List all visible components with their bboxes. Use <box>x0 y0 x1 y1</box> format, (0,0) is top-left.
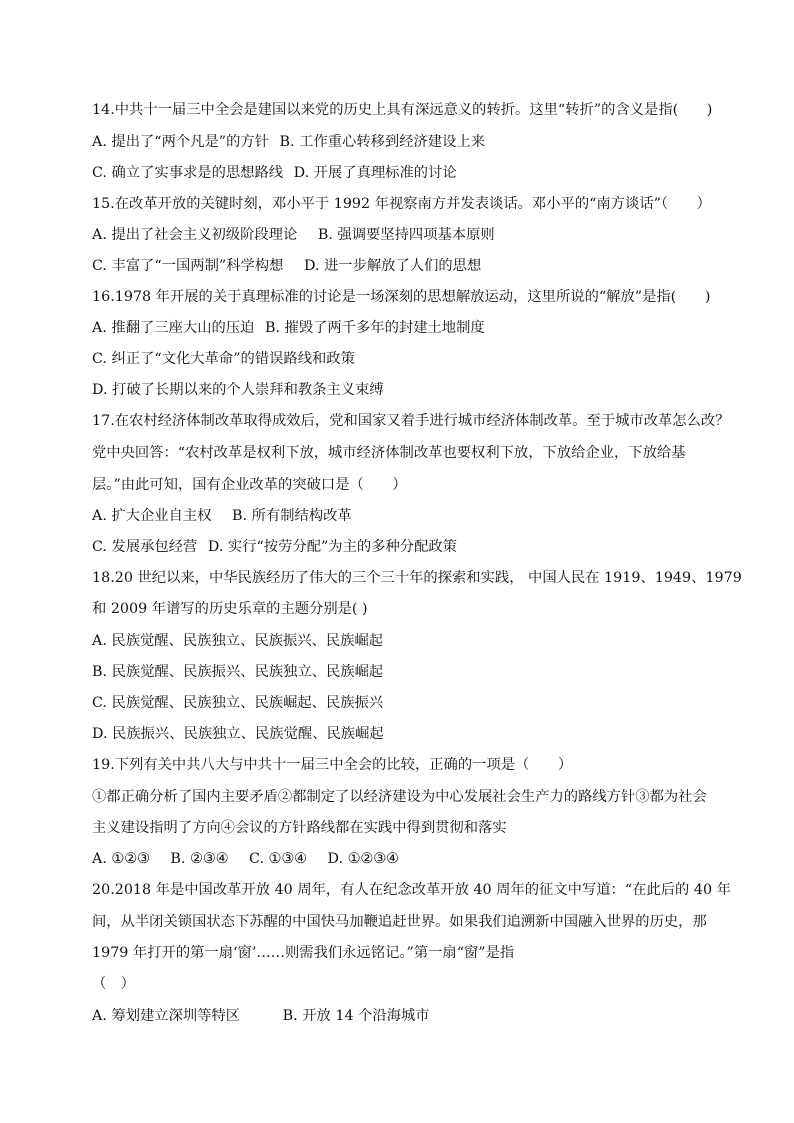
question-17-options-ab <box>92 507 704 525</box>
question-17-stem-line-2: 党中央回答：“农村改革是权利下放，城市经济体制改革也要权利下放，下放给企业，下放给基 <box>92 445 686 461</box>
question-20-stem-line-3: 1979 年打开的第一扇‘窗’……则需我们永远铭记。”第一扇“窗”是指 <box>92 945 515 961</box>
question-16-option-d: D. 打破了长期以来的个人崇拜和教条主义束缚 <box>92 382 384 398</box>
question-20-stem-line-4: （ ） <box>92 976 135 992</box>
question-15-options-cd <box>92 257 704 275</box>
question-15-options-ab <box>92 226 704 244</box>
question-19-stem: 19.下列有关中共八大与中共十一届三中全会的比较，正确的一项是（ ） <box>92 757 573 773</box>
question-19-option-a: A. ①②③ <box>92 851 150 867</box>
question-16-options-ab <box>92 319 704 337</box>
question-18-stem-line-2: 和 2009 年谱写的历史乐章的主题分别是( ) <box>92 601 368 617</box>
question-17-option-b: B. 所有制结构改革 <box>232 508 352 524</box>
question-16-stem: 16.1978 年开展的关于真理标准的讨论是一场深刻的思想解放运动，这里所说的“解放”是指( ) <box>92 289 711 305</box>
question-18-option-d: D. 民族振兴、民族独立、民族觉醒、民族崛起 <box>92 726 384 742</box>
question-14-stem: 14.中共十一届三中全会是建国以来党的历史上具有深远意义的转折。这里“转折”的含义是指( ) <box>92 102 713 118</box>
question-20-options-ab <box>92 1007 704 1025</box>
question-20-stem-line-1: 20.2018 年是中国改革开放 40 周年，有人在纪念改革开放 40 周年的征文中写道：“在此后的 40 年 <box>92 882 731 898</box>
question-17-option-d: D. 实行“按劳分配”为主的多种分配政策 <box>207 539 457 555</box>
question-14-options-ab <box>92 133 704 151</box>
question-19-stem-line-2: ①都正确分析了国内主要矛盾②都制定了以经济建设为中心发展社会生产力的路线方针③都为社会 <box>92 789 707 805</box>
question-18-stem-line-1: 18.20 世纪以来，中华民族经历了伟大的三个三十年的探索和实践， 中国人民在 1919、1949、1979 <box>92 570 742 586</box>
question-17-option-a: A. 扩大企业自主权 <box>92 508 212 524</box>
question-19-stem-line-3: 主义建设指明了方向④会议的方针路线都在实践中得到贯彻和落实 <box>92 820 507 836</box>
question-15-option-c: C. 丰富了“一国两制”科学构想 <box>92 258 284 274</box>
question-15-option-a: A. 提出了社会主义初级阶段理论 <box>92 227 298 243</box>
question-16-option-c: C. 纠正了“文化大革命”的错误路线和政策 <box>92 351 355 367</box>
question-14-option-a: A. 提出了“两个凡是”的方针 <box>92 134 269 150</box>
question-19-options <box>92 850 704 868</box>
question-17-option-c: C. 发展承包经营 <box>92 539 198 555</box>
question-14-option-b: B. 工作重心转移到经济建设上来 <box>279 134 486 150</box>
question-17-stem-line-1: 17.在农村经济体制改革取得成效后，党和国家又着手进行城市经济体制改革。至于城市改革怎么改？ <box>92 413 730 429</box>
question-20-option-a: A. 筹划建立深圳等特区 <box>92 1008 241 1024</box>
question-17-stem-line-3: 层。”由此可知，国有企业改革的突破口是（ ） <box>92 477 407 493</box>
question-18-option-a: A. 民族觉醒、民族独立、民族振兴、民族崛起 <box>92 633 384 649</box>
question-16-option-b: B. 摧毁了两千多年的封建土地制度 <box>264 320 485 336</box>
question-19-option-b: B. ②③④ <box>170 851 229 867</box>
question-17-options-cd <box>92 538 704 556</box>
question-18-option-c: C. 民族觉醒、民族独立、民族崛起、民族振兴 <box>92 695 384 711</box>
question-19-option-c: C. ①③④ <box>249 851 307 867</box>
question-20-option-b: B. 开放 14 个沿海城市 <box>282 1008 430 1024</box>
question-15-option-b: B. 强调要坚持四项基本原则 <box>317 227 495 243</box>
question-14-options-cd <box>92 164 704 182</box>
question-20-stem-line-2: 间，从半闭关锁国状态下苏醒的中国快马加鞭追赶世界。如果我们追溯新中国融入世界的历史，那 <box>92 914 707 930</box>
question-14-option-d: D. 开展了真理标准的讨论 <box>293 165 457 181</box>
question-18-option-b: B. 民族觉醒、民族振兴、民族独立、民族崛起 <box>92 664 384 680</box>
question-14-option-c: C. 确立了实事求是的思想路线 <box>92 165 284 181</box>
question-19-option-d: D. ①②③④ <box>327 851 399 867</box>
question-15-option-d: D. 进一步解放了人们的思想 <box>303 258 482 274</box>
question-16-option-a: A. 推翻了三座大山的压迫 <box>92 320 255 336</box>
question-15-stem: 15.在改革开放的关键时刻，邓小平于 1992 年视察南方并发表谈话。邓小平的“南方谈话”（ ） <box>92 196 711 212</box>
